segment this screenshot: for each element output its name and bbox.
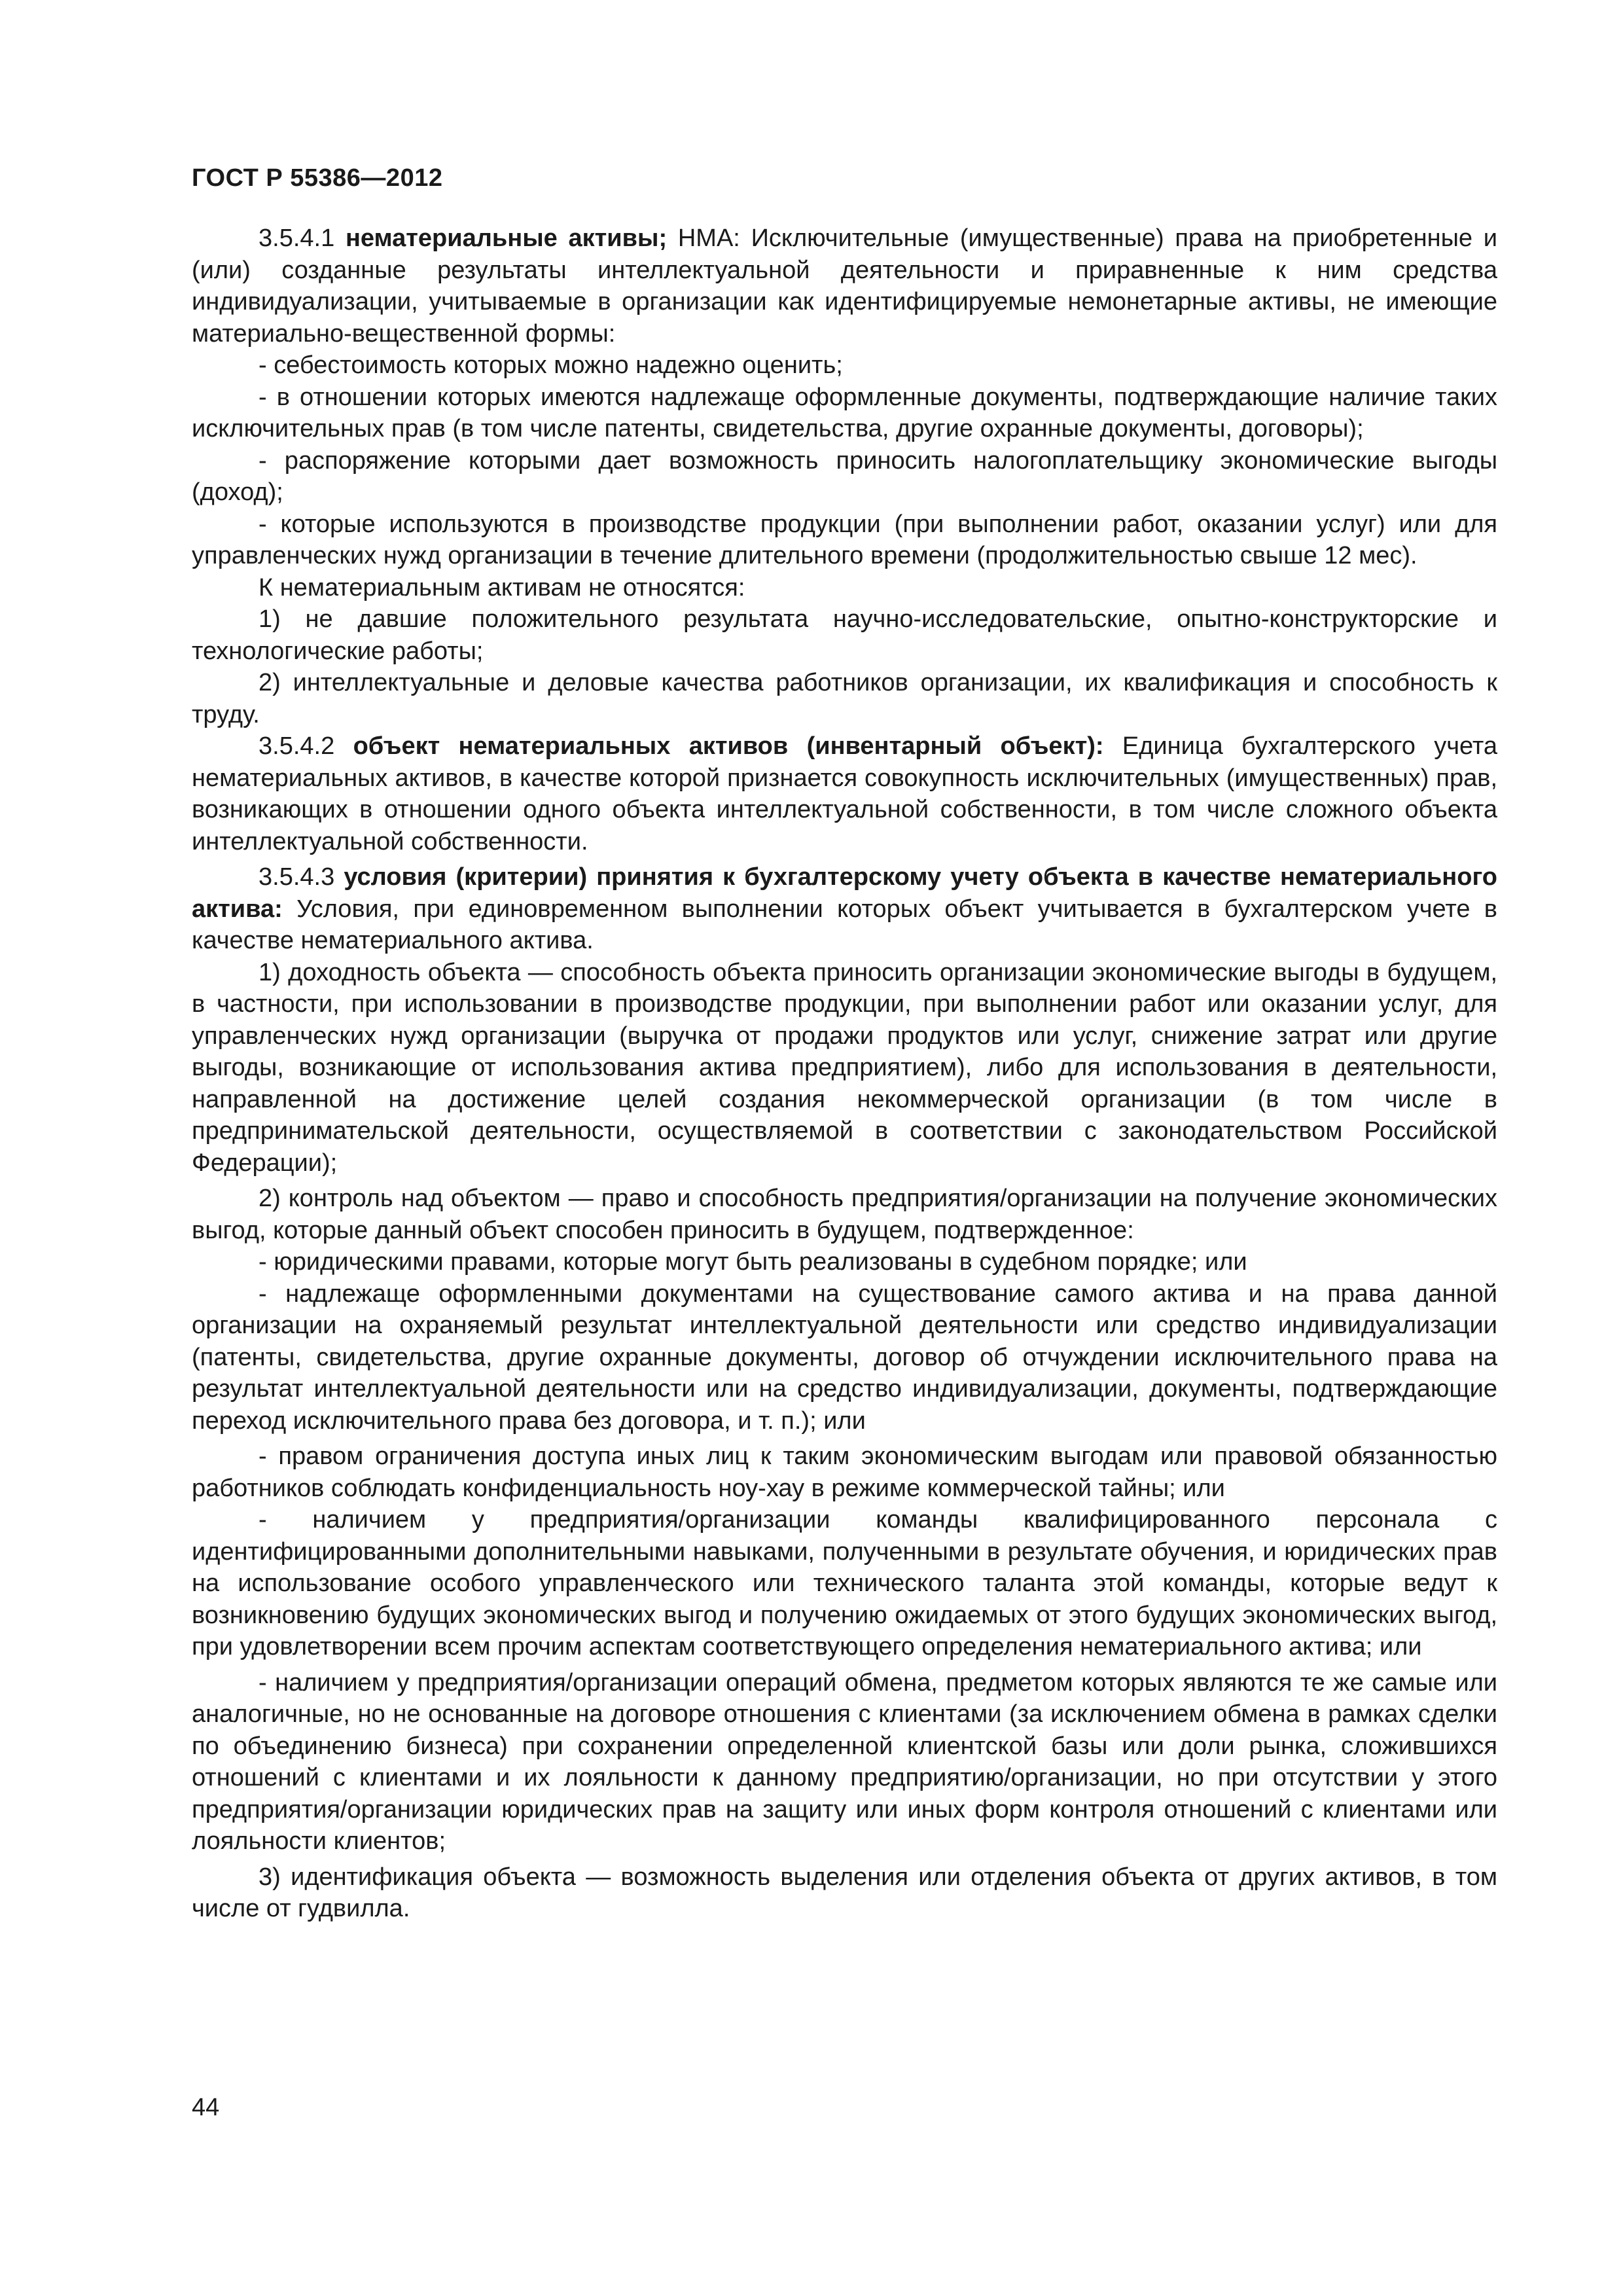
list-item: - себестоимость которых можно надежно оценить; (259, 351, 843, 379)
clause-3-5-4-1 (192, 223, 1497, 350)
clause-term: условия (критерии) принятия к бухгалтерскому учету объекта в качестве нематериального актива: (192, 863, 1497, 923)
clause-text: НМА: Исключительные (имущественные) права на приобретенные и (или) созданные результаты интеллектуальной деятельности и приравненные к ним средства индивидуализации, учитываемые в организации как идентифицируемые немонетарные активы, не имеющие материально-вещественной формы: (192, 224, 1498, 348)
page-number: 44 (192, 2094, 220, 2121)
clause-text: Условия, при единовременном выполнении которых объект учитывается в бухгалтерском учете в качестве нематериального актива. (192, 895, 1497, 954)
document-body (192, 223, 1497, 1925)
list-item: 2) интеллектуальные и деловые качества работников организации, их квалификация и способность к труду. (192, 669, 1497, 728)
list-item: - в отношении которых имеются надлежаще оформленные документы, подтверждающие наличие таких исключительных прав (в том числе патенты, свидетельства, другие охранные документы, договоры); (192, 383, 1497, 442)
list-item: - правом ограничения доступа иных лиц к таким экономическим выгодам или правовой обязанностью работников соблюдать конфиденциальность ноу-хау в режиме коммерческой тайны; или (192, 1443, 1497, 1502)
clause-number: 3.5.4.3 (259, 863, 335, 891)
list-item: - наличием у предприятия/организации операций обмена, предметом которых являются те же самые или аналогичные, но не основанные на договоре отношения с клиентами (за исключением обмена в рамках сделки по объединению бизнеса) при сохранении определенной клиентской базы или доли рынка, сложившихся отношений с клиентами и их лояльности к данному предприятию/организации, но при отсутствии у этого предприятия/организации юридических прав на защиту или иных форм контроля отношений с клиентами или лояльности клиентов; (192, 1668, 1497, 1855)
list-item: - надлежаще оформленными документами на существование самого актива и на права данной организации на охраняемый результат интеллектуальной деятельности или средство индивидуализации (патенты, свидетельства, другие охранные документы, договор об отчуждении исключительного права на результат интеллектуальной деятельности или на средство индивидуализации, документы, подтверждающие переход исключительного права без договора, и т. п.); или (192, 1280, 1497, 1435)
paragraph: К нематериальным активам не относятся: (259, 573, 745, 601)
list-item: - наличием у предприятия/организации команды квалифицированного персонала с идентифицированными дополнительными навыками, полученными в результате обучения, и юридических прав на использование особого управленческого или технического таланта этой команды, которые ведут к возникновению будущих экономических выгод и получению ожидаемых от этого будущих экономических выгод, при удовлетворении всем прочим аспектам соответствующего определения нематериального актива; или (192, 1506, 1497, 1660)
list-item: 2) контроль над объектом — право и способность предприятия/организации на получение экономических выгод, которые данный объект способен приносить в будущем, подтвержденное: (192, 1185, 1497, 1244)
clause-3-5-4-2 (192, 730, 1497, 857)
list-item: - которые используются в производстве продукции (при выполнении работ, оказании услуг) или для управленческих нужд организации в течение длительного времени (продолжительностью свыше 12 мес). (192, 510, 1497, 569)
list-item: 1) не давшие положительного результата научно-исследовательские, опытно-конструкторские и технологические работы; (192, 605, 1497, 665)
list-item: - распоряжение которыми дает возможность приносить налогоплательщику экономические выгоды (доход); (192, 446, 1497, 506)
clause-term: нематериальные активы; (345, 224, 668, 252)
list-item: 3) идентификация объекта — возможность выделения или отделения объекта от других активов, в том числе от гудвилла. (192, 1863, 1497, 1922)
clause-term: объект нематериальных активов (инвентарный объект): (353, 732, 1104, 760)
clause-number: 3.5.4.1 (259, 224, 335, 252)
list-item: 1) доходность объекта — способность объекта приносить организации экономические выгоды в будущем, в частности, при использовании в производстве продукции, при выполнении работ или оказании услуг, для управленческих нужд организации (выручка от продажи продуктов или услуг, снижение затрат или другие выгоды, возникающие от использования актива предприятием), либо для использования в деятельности, направленной на достижение целей создания некоммерческой организации (в том числе в предпринимательской деятельности, осуществляемой в соответствии с законодательством Российской Федерации); (192, 958, 1497, 1177)
clause-number: 3.5.4.2 (259, 732, 335, 760)
clause-text: Единица бухгалтерского учета нематериальных активов, в качестве которой признается совокупность исключительных (имущественных) прав, возникающих в отношении одного объекта интеллектуальной собственности, в том числе сложного объекта интеллектуальной собственности. (192, 732, 1498, 855)
list-item: - юридическими правами, которые могут быть реализованы в судебном порядке; или (259, 1248, 1247, 1276)
clause-3-5-4-3 (192, 861, 1497, 957)
document-header: ГОСТ Р 55386—2012 (192, 164, 443, 192)
